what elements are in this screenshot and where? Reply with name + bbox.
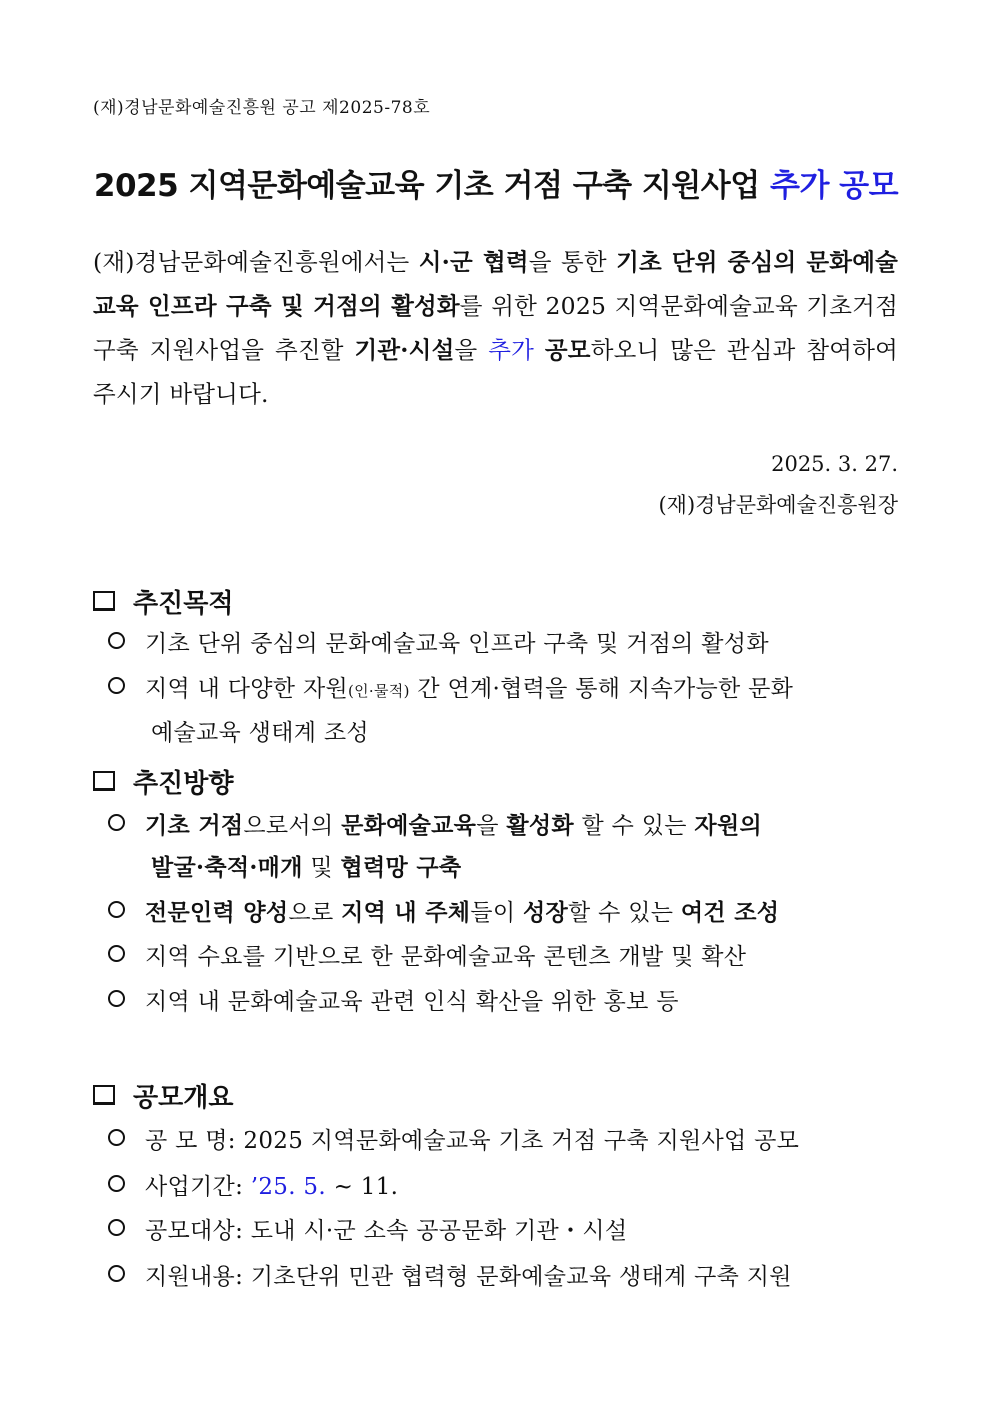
intro-paragraph [93,240,898,416]
issuer-name: (재)경남문화예술진흥원장 [658,493,898,517]
section-heading-purpose [93,583,233,619]
intro-text: 를 위한 2025 지역문화예술교육 기초거점 구축 지원사업 [93,292,898,364]
page-title [0,160,992,205]
notice-date: 2025. 3. 27. [771,452,898,476]
intro-bold-text: 기초 단위 중심의 문화예술교육 인프라 구축 및 거점의 활성화 [93,248,898,320]
intro-text: 을 [454,336,489,364]
intro-text: 을 통한 [528,248,617,276]
list-item-bold-text: 지역 내 주체 [341,899,471,926]
circle-bullet-icon [108,814,125,831]
circle-bullet-icon [108,1219,125,1236]
notice-number: (재)경남문화예술진흥원 공고 제2025-78호 [93,98,431,118]
list-item [108,936,898,978]
checkbox-square-icon [93,591,115,611]
list-item-text: 할 수 있는 [573,813,695,839]
list-item-text: 기초 단위 중심의 문화예술교육 인프라 구축 및 거점의 활성화 [145,631,769,657]
section-heading-direction [93,763,233,799]
list-item-continuation: 예술교육 생태계 조성 [151,720,369,746]
intro-text: (재)경남문화예술진흥원에서는 [93,248,419,276]
list-item-bold-text: 여건 조성 [680,899,780,926]
list-item [108,1210,898,1252]
list-item-bold-text: 기초 거점 [145,812,244,839]
list-item-text: 지역 내 문화예술교육 관련 인식 확산을 위한 홍보 등 [145,989,679,1015]
circle-bullet-icon [108,1175,125,1192]
section-heading-label: 추진목적 [133,588,234,619]
list-item-text: 공모대상: 도내 시·군 소속 공공문화 기관・시설 [145,1218,628,1244]
list-item-text: 으로 [288,900,342,926]
intro-text: 을 추진할 [241,336,355,364]
list-item [108,668,898,754]
list-item [108,1166,898,1208]
list-item-bold-text: 활성화 [506,812,574,839]
list-item-blue-text: ’25. 5. [250,1174,326,1200]
intro-blue-text: 추가 [488,336,535,364]
section-heading-overview [93,1077,233,1113]
list-item-bold-text: 협력망 구축 [340,854,462,881]
list-item [108,981,898,1023]
section-heading-label: 추진방향 [133,768,234,799]
circle-bullet-icon [108,632,125,649]
list-item-small-text: (인·물적) [347,682,410,700]
list-item-text: 간 연계·협력을 통해 지속가능한 문화 [409,676,794,702]
circle-bullet-icon [108,1265,125,1282]
list-item-text: 공 모 명: 2025 지역문화예술교육 기초 거점 구축 지원사업 공모 [145,1128,800,1154]
intro-text: 하오니 많은 관심과 참여하여 주시기 바랍니다. [93,336,898,408]
circle-bullet-icon [108,945,125,962]
intro-bold-text: 기관·시설 [354,336,455,364]
list-item-text: ~ 11. [325,1174,399,1200]
title-accent: 추가 공모 [770,168,899,204]
list-item [108,892,898,934]
list-item [108,1256,898,1298]
list-item-bold-text: 문화예술교육 [341,812,477,839]
list-item [108,805,898,889]
circle-bullet-icon [108,677,125,694]
list-item-bold-text: 성장 [522,899,568,926]
list-item-text: 지원내용: 기초단위 민관 협력형 문화예술교육 생태계 구축 지원 [145,1264,792,1290]
checkbox-square-icon [93,1085,115,1105]
list-item-bold-text: 발굴·축적·매개 [151,854,303,881]
list-item [108,1120,898,1162]
list-item-continuation [108,847,898,889]
circle-bullet-icon [108,901,125,918]
intro-bold-text: 시·군 협력 [418,248,529,276]
list-item-text: 들이 [470,900,523,926]
list-item-text: 및 [302,855,341,881]
list-item-text: 할 수 있는 [568,900,681,926]
section-heading-label: 공모개요 [133,1082,234,1113]
intro-bold-text: 공모 [544,336,591,364]
intro-text [534,336,545,364]
circle-bullet-icon [108,990,125,1007]
checkbox-square-icon [93,771,115,791]
list-item-text: 지역 수요를 기반으로 한 문화예술교육 콘텐츠 개발 및 확산 [145,944,747,970]
title-main: 2025 지역문화예술교육 기초 거점 구축 지원사업 [93,168,760,204]
list-item [108,623,898,665]
list-item-bold-text: 자원의 [694,812,762,839]
list-item-bold-text: 전문인력 양성 [145,899,289,926]
list-item-text: 으로서의 [243,813,342,839]
circle-bullet-icon [108,1129,125,1146]
list-item-text: 을 [476,813,507,839]
list-item-text: 지역 내 다양한 자원 [145,676,348,702]
list-item-text: 사업기간: [145,1174,251,1200]
